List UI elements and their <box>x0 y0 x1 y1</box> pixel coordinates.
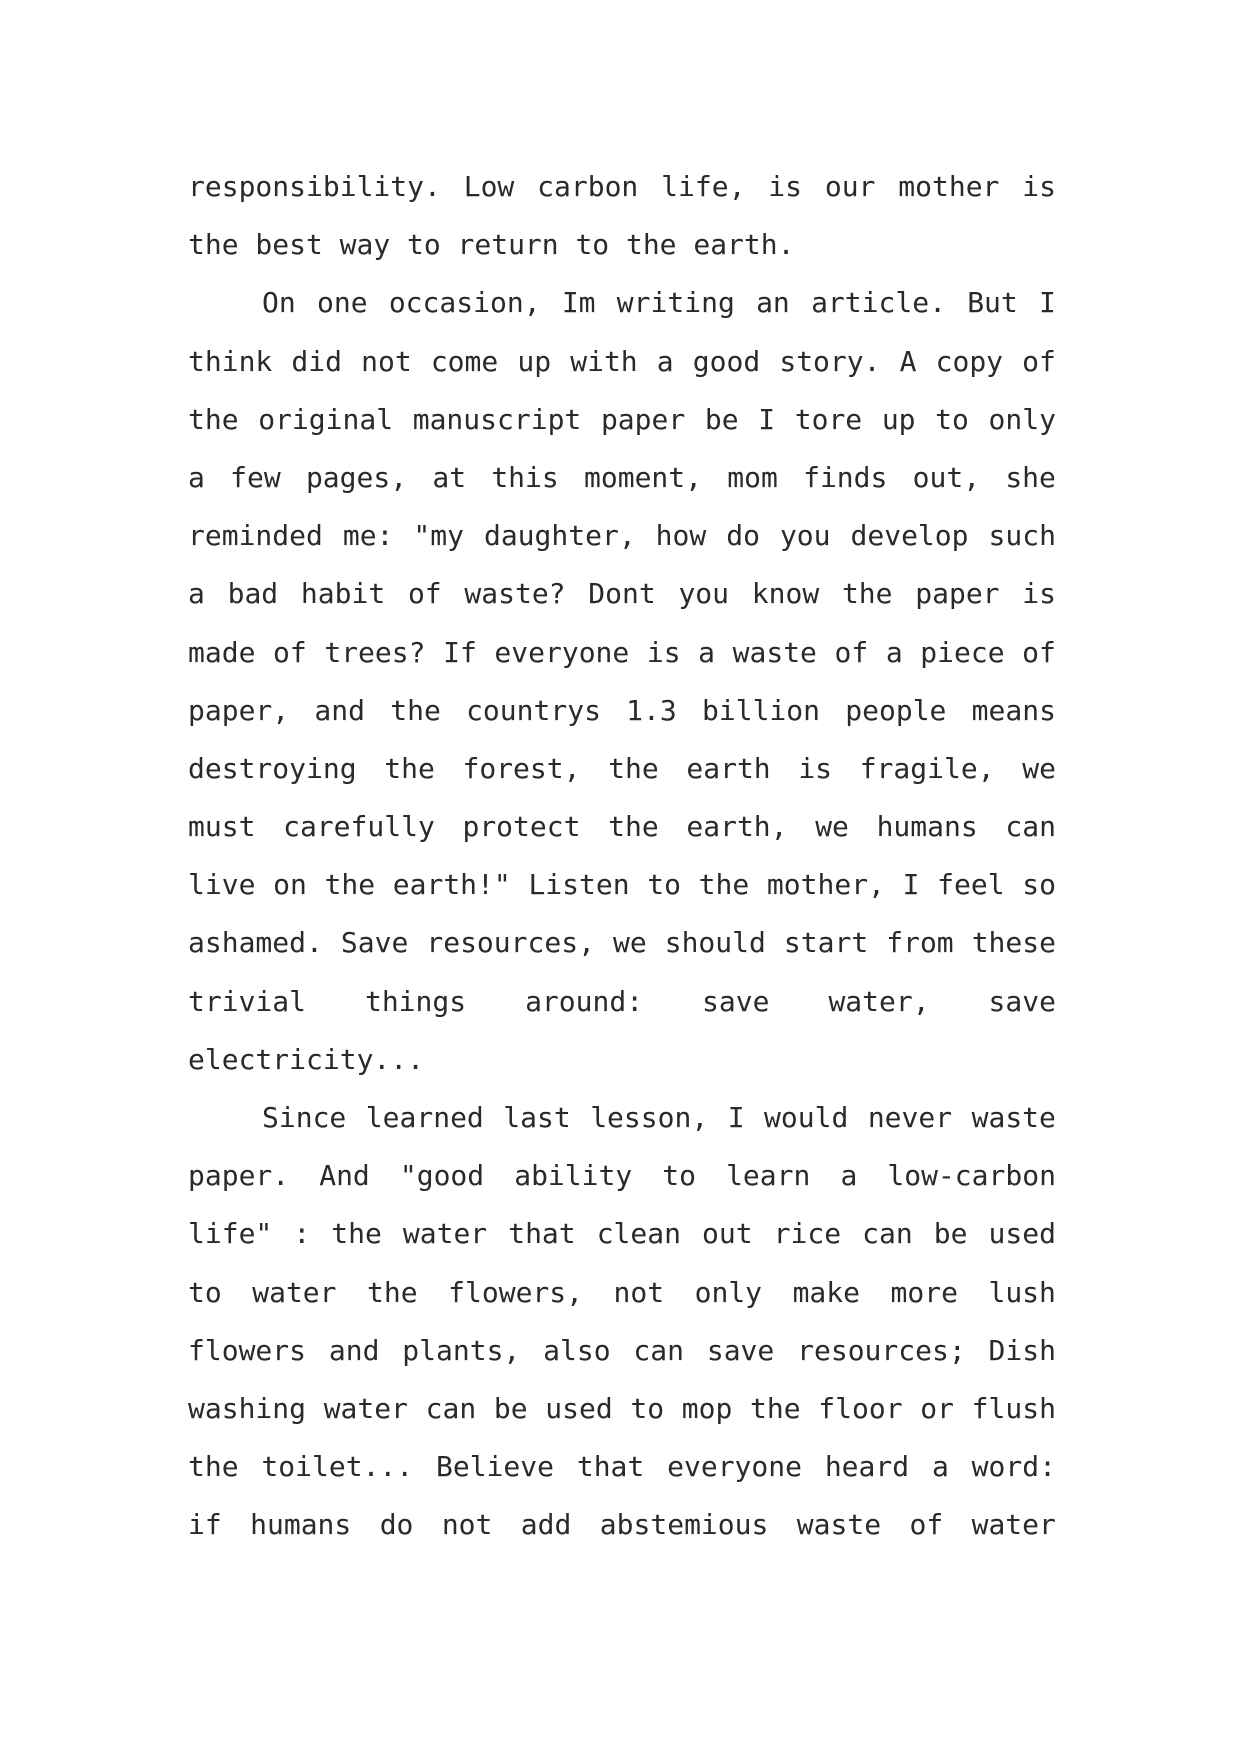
text-line <box>188 216 1056 274</box>
word: things <box>364 984 467 1018</box>
word: washing <box>188 1391 307 1425</box>
word: to <box>662 1159 697 1193</box>
word: earth <box>686 751 771 785</box>
word: few <box>230 460 281 494</box>
word: water <box>971 1508 1056 1542</box>
word: to <box>188 1275 222 1309</box>
word: destroying <box>188 751 357 785</box>
word: add <box>520 1508 572 1542</box>
text-line <box>188 1147 1056 1205</box>
word: humans <box>876 810 978 844</box>
word: the <box>331 1217 382 1251</box>
word: of <box>407 577 442 611</box>
word: paper <box>915 577 1000 611</box>
word: copy <box>935 344 1004 378</box>
word: with <box>570 344 638 378</box>
text-line <box>188 682 1056 740</box>
word: feel <box>937 868 1005 902</box>
word: 1.3 <box>626 693 677 727</box>
word: know <box>751 577 820 611</box>
word: heard <box>824 1450 910 1484</box>
word: water, <box>828 984 930 1018</box>
word: start <box>783 926 869 960</box>
word: Since <box>262 1101 347 1134</box>
word: up <box>517 344 552 378</box>
word: is <box>646 635 681 669</box>
word: we <box>612 926 647 960</box>
word: so <box>1022 868 1056 902</box>
word: learned <box>365 1101 484 1134</box>
word: carefully <box>283 810 435 844</box>
word: "my <box>413 519 464 553</box>
word: paper, <box>188 693 290 727</box>
text-line <box>188 449 1056 507</box>
word: writing <box>616 286 735 320</box>
word: think <box>188 344 273 378</box>
word: finds <box>803 460 888 494</box>
word: a <box>840 1159 858 1193</box>
word: resources, <box>426 926 595 960</box>
word: come <box>430 344 499 378</box>
word: trees? <box>324 635 426 669</box>
word: But <box>967 286 1018 320</box>
word: waste <box>732 635 817 669</box>
word: story. <box>779 344 881 378</box>
word: did <box>291 344 342 378</box>
word: manuscript <box>412 402 582 436</box>
word: low-carbon <box>887 1159 1056 1193</box>
word: lesson, <box>590 1101 709 1134</box>
text-line <box>188 1031 1056 1089</box>
word: of <box>1022 344 1056 378</box>
word: you <box>779 519 831 553</box>
word: A <box>899 344 917 378</box>
word: the <box>390 693 441 727</box>
word: a <box>885 635 903 669</box>
word: toilet... <box>261 1450 414 1484</box>
word: moment, <box>584 460 703 494</box>
word: save <box>988 984 1056 1018</box>
text-line <box>188 1205 1056 1263</box>
word: the <box>750 1391 801 1425</box>
text-line <box>188 914 1056 972</box>
word: that <box>508 1217 576 1251</box>
word: fragile, <box>859 751 995 785</box>
word: lush <box>988 1275 1056 1309</box>
word: can <box>862 1217 913 1251</box>
word: Save <box>340 926 409 960</box>
word: the <box>625 228 677 262</box>
word: the <box>384 751 435 785</box>
text-line <box>188 1089 1056 1147</box>
word: must <box>188 810 256 844</box>
text-line <box>188 798 1056 856</box>
word: ashamed. <box>188 926 323 960</box>
word: bad <box>227 577 279 611</box>
word: you <box>678 577 730 611</box>
word: earth, <box>686 810 788 844</box>
word: water <box>252 1275 337 1309</box>
word: "good <box>399 1159 485 1193</box>
text-line <box>188 1438 1056 1496</box>
word: a <box>931 1450 949 1484</box>
word: Im <box>561 286 596 320</box>
word: the <box>608 751 659 785</box>
word: or <box>920 1391 954 1425</box>
word: we <box>1022 751 1056 785</box>
word: responsibility. <box>188 170 441 203</box>
word: do <box>726 519 760 553</box>
word: is <box>798 751 833 785</box>
word: used <box>988 1217 1056 1251</box>
word: the <box>608 810 659 844</box>
word: the <box>188 1450 239 1484</box>
word: of <box>1022 635 1056 669</box>
word: reminded <box>188 519 323 553</box>
word: life, <box>661 170 746 203</box>
word: tore <box>794 402 863 436</box>
text-line <box>188 274 1056 332</box>
word: the <box>841 577 893 611</box>
text-line <box>188 973 1056 1031</box>
word: if <box>188 1508 222 1542</box>
word: best <box>255 228 323 262</box>
word: trivial <box>188 984 307 1018</box>
word: around: <box>525 984 644 1018</box>
word: humans <box>250 1508 352 1542</box>
word: on <box>273 868 307 902</box>
word: countrys <box>466 693 601 727</box>
text-line <box>188 391 1056 449</box>
word: we <box>815 810 849 844</box>
word: everyone <box>667 1450 802 1484</box>
word: of <box>909 1508 944 1542</box>
word: these <box>971 926 1056 960</box>
word: develop <box>850 519 969 553</box>
word: piece <box>920 635 1005 669</box>
word: made <box>188 635 256 669</box>
word: can <box>425 1391 477 1425</box>
word: this <box>491 460 559 494</box>
word: she <box>1005 460 1056 494</box>
word: make <box>792 1275 860 1309</box>
word: occasion, <box>388 286 541 320</box>
text-line <box>188 333 1056 391</box>
word: On <box>262 286 296 320</box>
word: flowers, <box>448 1275 583 1309</box>
word: I <box>902 868 920 902</box>
word: a <box>698 635 716 669</box>
word: If <box>443 635 477 669</box>
word: mom <box>727 460 778 494</box>
word: article. <box>811 286 946 320</box>
text-line <box>188 740 1056 798</box>
word: Dish <box>988 1333 1056 1367</box>
word: habit <box>300 577 386 611</box>
word: water <box>323 1391 408 1425</box>
word: be <box>493 1391 528 1425</box>
word: water <box>402 1217 488 1251</box>
word: to <box>630 1391 665 1425</box>
word: people <box>845 693 947 727</box>
word: Dont <box>588 577 656 611</box>
word: paper <box>600 402 686 436</box>
word: ability <box>514 1159 633 1193</box>
word: to <box>647 868 681 902</box>
word: way <box>339 228 391 262</box>
word: is <box>1022 577 1056 611</box>
word: from <box>886 926 954 960</box>
word: can <box>1005 810 1056 844</box>
word: not <box>361 344 412 378</box>
word: earth!" <box>392 868 511 902</box>
word: resources; <box>797 1333 966 1367</box>
word: of <box>834 635 869 669</box>
word: and <box>328 1333 380 1367</box>
word: clean <box>596 1217 681 1251</box>
word: be <box>933 1217 968 1251</box>
word: used <box>545 1391 613 1425</box>
word: can <box>633 1333 684 1367</box>
word: live <box>188 868 256 902</box>
word: of <box>273 635 307 669</box>
word: earth. <box>693 228 795 262</box>
word: not <box>441 1508 493 1542</box>
word: would <box>764 1101 849 1134</box>
word: also <box>543 1333 611 1367</box>
word: up <box>881 402 916 436</box>
word: protect <box>462 810 581 844</box>
word: never <box>867 1101 953 1134</box>
word: to <box>406 228 441 262</box>
word: me: <box>342 519 394 553</box>
word: such <box>988 519 1056 553</box>
text-line <box>188 158 1056 216</box>
word: forest, <box>462 751 581 785</box>
word: save <box>702 984 770 1018</box>
word: I <box>758 402 776 436</box>
word: how <box>655 519 707 553</box>
word: the <box>367 1275 418 1309</box>
word: at <box>432 460 467 494</box>
word: carbon <box>537 170 639 203</box>
word: flowers <box>188 1333 307 1367</box>
text-line <box>188 624 1056 682</box>
word: the <box>188 228 239 262</box>
word: mother, <box>766 868 885 902</box>
word: only <box>694 1275 763 1309</box>
word: waste <box>796 1508 882 1542</box>
word: our <box>824 170 876 203</box>
text-line <box>188 1496 1056 1554</box>
word: rice <box>773 1217 842 1251</box>
text-line <box>188 1322 1056 1380</box>
word: be <box>704 402 739 436</box>
word: is <box>768 170 802 203</box>
word: life" <box>188 1217 273 1251</box>
word: a <box>656 344 674 378</box>
word: out <box>702 1217 753 1251</box>
word: And <box>319 1159 370 1193</box>
word: waste <box>971 1101 1056 1134</box>
word: good <box>692 344 761 378</box>
word: Listen <box>528 868 630 902</box>
word: plants, <box>402 1333 521 1367</box>
word: billion <box>702 693 821 727</box>
word: original <box>258 402 394 436</box>
word: paper. <box>188 1159 290 1193</box>
word: more <box>890 1275 958 1309</box>
word: not <box>613 1275 665 1309</box>
word: I <box>1039 286 1056 320</box>
word: I <box>727 1101 745 1134</box>
text-line <box>188 507 1056 565</box>
word: daughter, <box>483 519 636 553</box>
word: and <box>314 693 365 727</box>
word: should <box>664 926 766 960</box>
word: only <box>988 402 1056 436</box>
word: Believe <box>435 1450 554 1484</box>
word: electricity... <box>188 1042 425 1076</box>
word: : <box>293 1217 311 1251</box>
word: floor <box>818 1391 903 1425</box>
text-line <box>188 856 1056 914</box>
word: abstemious <box>599 1508 769 1542</box>
word: a <box>188 577 205 611</box>
word: save <box>706 1333 775 1367</box>
word: mother <box>898 170 1000 203</box>
word: Low <box>463 170 515 203</box>
word: do <box>379 1508 414 1542</box>
word: out, <box>912 460 981 494</box>
essay-text <box>188 158 1056 1555</box>
word: to <box>575 228 610 262</box>
word: flush <box>971 1391 1056 1425</box>
word: a <box>188 460 205 494</box>
word: an <box>756 286 790 320</box>
word: last <box>503 1101 571 1134</box>
text-line <box>188 565 1056 623</box>
word: mop <box>681 1391 733 1425</box>
word: that <box>576 1450 645 1484</box>
word: the <box>188 402 239 436</box>
word: to <box>935 402 969 436</box>
word: everyone <box>494 635 630 669</box>
word: the <box>324 868 376 902</box>
word: the <box>698 868 750 902</box>
word: one <box>316 286 368 320</box>
word: means <box>971 693 1056 727</box>
word: word: <box>971 1450 1056 1484</box>
text-line <box>188 1264 1056 1322</box>
text-line <box>188 1380 1056 1438</box>
word: is <box>1022 170 1056 203</box>
word: return <box>457 228 559 262</box>
word: learn <box>726 1159 811 1193</box>
word: waste? <box>464 577 566 611</box>
word: pages, <box>305 460 408 494</box>
